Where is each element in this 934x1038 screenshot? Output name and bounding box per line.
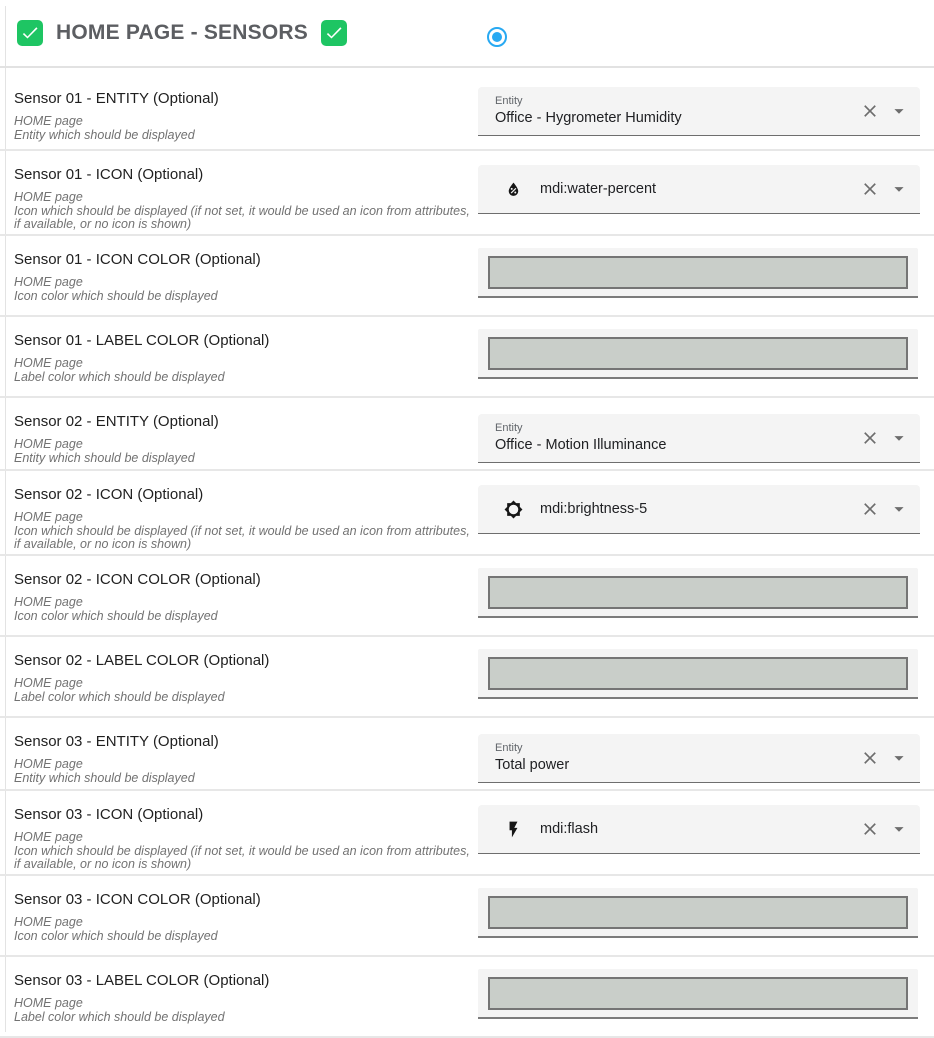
color-input[interactable] bbox=[488, 256, 908, 289]
row-description: Entity which should be displayed bbox=[14, 450, 195, 465]
row-page-note: HOME page bbox=[14, 190, 83, 204]
row-label: Sensor 02 - ENTITY (Optional) bbox=[14, 413, 219, 430]
clear-icon[interactable] bbox=[860, 101, 880, 121]
water-percent-icon bbox=[504, 180, 523, 199]
row-page-note: HOME page bbox=[14, 437, 83, 451]
row-label: Sensor 01 - LABEL COLOR (Optional) bbox=[14, 332, 270, 349]
picker-floating-label: Entity bbox=[495, 95, 523, 107]
section-header bbox=[0, 0, 934, 68]
icon-picker[interactable] bbox=[478, 805, 920, 854]
row-description: Label color which should be displayed bbox=[14, 689, 225, 704]
settings-row-sensor02-entity bbox=[0, 398, 934, 471]
row-page-note: HOME page bbox=[14, 510, 83, 524]
clear-icon[interactable] bbox=[860, 179, 880, 199]
settings-row-sensor01-icon-color bbox=[0, 236, 934, 317]
chevron-down-icon[interactable] bbox=[888, 747, 910, 769]
row-description: Entity which should be displayed bbox=[14, 770, 195, 785]
settings-row-sensor01-entity bbox=[0, 68, 934, 151]
row-page-note: HOME page bbox=[14, 915, 83, 929]
color-text-field bbox=[478, 248, 918, 298]
row-label: Sensor 01 - ICON (Optional) bbox=[14, 166, 204, 183]
entity-picker[interactable] bbox=[478, 87, 920, 136]
picker-value: Office - Hygrometer Humidity bbox=[495, 110, 682, 126]
row-label: Sensor 03 - ENTITY (Optional) bbox=[14, 733, 219, 750]
chevron-down-icon[interactable] bbox=[888, 100, 910, 122]
row-description: Icon which should be displayed (if not set, it would be used an icon from attributes, if available, or no icon is shown) bbox=[14, 843, 470, 871]
clear-icon[interactable] bbox=[860, 428, 880, 448]
color-input[interactable] bbox=[488, 576, 908, 609]
entity-picker[interactable] bbox=[478, 414, 920, 463]
entity-picker[interactable] bbox=[478, 734, 920, 783]
color-input[interactable] bbox=[488, 657, 908, 690]
clear-icon[interactable] bbox=[860, 748, 880, 768]
settings-row-sensor03-icon bbox=[0, 791, 934, 876]
radio-button-selected-icon[interactable] bbox=[487, 27, 507, 47]
row-page-note: HOME page bbox=[14, 275, 83, 289]
settings-row-sensor03-entity bbox=[0, 718, 934, 791]
color-input[interactable] bbox=[488, 896, 908, 929]
row-page-note: HOME page bbox=[14, 996, 83, 1010]
picker-value: Total power bbox=[495, 757, 570, 773]
row-description: Entity which should be displayed bbox=[14, 127, 195, 142]
row-page-note: HOME page bbox=[14, 114, 83, 128]
settings-row-sensor01-label-color bbox=[0, 317, 934, 398]
row-description: Icon color which should be displayed bbox=[14, 928, 218, 943]
row-description: Icon which should be displayed (if not set, it would be used an icon from attributes, if available, or no icon is shown) bbox=[14, 203, 470, 231]
row-page-note: HOME page bbox=[14, 757, 83, 771]
picker-value: mdi:flash bbox=[540, 821, 599, 837]
settings-row-sensor01-icon bbox=[0, 151, 934, 236]
check-icon bbox=[321, 20, 347, 46]
row-page-note: HOME page bbox=[14, 595, 83, 609]
chevron-down-icon[interactable] bbox=[888, 818, 910, 840]
row-label: Sensor 02 - ICON COLOR (Optional) bbox=[14, 571, 261, 588]
row-label: Sensor 01 - ENTITY (Optional) bbox=[14, 90, 219, 107]
row-description: Icon color which should be displayed bbox=[14, 608, 218, 623]
picker-floating-label: Entity bbox=[495, 742, 523, 754]
chevron-down-icon[interactable] bbox=[888, 427, 910, 449]
clear-icon[interactable] bbox=[860, 499, 880, 519]
row-page-note: HOME page bbox=[14, 830, 83, 844]
settings-row-sensor02-icon-color bbox=[0, 556, 934, 637]
settings-row-sensor02-icon bbox=[0, 471, 934, 556]
row-page-note: HOME page bbox=[14, 356, 83, 370]
clear-icon[interactable] bbox=[860, 819, 880, 839]
chevron-down-icon[interactable] bbox=[888, 498, 910, 520]
color-input[interactable] bbox=[488, 977, 908, 1010]
color-text-field bbox=[478, 649, 918, 699]
picker-value: mdi:brightness-5 bbox=[540, 501, 648, 517]
icon-picker[interactable] bbox=[478, 485, 920, 534]
row-page-note: HOME page bbox=[14, 676, 83, 690]
color-text-field bbox=[478, 568, 918, 618]
color-text-field bbox=[478, 888, 918, 938]
chevron-down-icon[interactable] bbox=[888, 178, 910, 200]
picker-value: Office - Motion Illuminance bbox=[495, 437, 667, 453]
flash-icon bbox=[504, 820, 523, 839]
brightness-5-icon bbox=[504, 500, 523, 519]
row-label: Sensor 02 - ICON (Optional) bbox=[14, 486, 204, 503]
row-label: Sensor 02 - LABEL COLOR (Optional) bbox=[14, 652, 270, 669]
check-icon bbox=[17, 20, 43, 46]
row-description: Icon color which should be displayed bbox=[14, 288, 218, 303]
settings-row-sensor03-label-color bbox=[0, 957, 934, 1038]
row-description: Icon which should be displayed (if not set, it would be used an icon from attributes, if available, or no icon is shown) bbox=[14, 523, 470, 551]
page-title: HOME PAGE - SENSORS bbox=[56, 21, 308, 44]
row-description: Label color which should be displayed bbox=[14, 1009, 225, 1024]
row-description: Label color which should be displayed bbox=[14, 369, 225, 384]
picker-floating-label: Entity bbox=[495, 422, 523, 434]
icon-picker[interactable] bbox=[478, 165, 920, 214]
color-text-field bbox=[478, 329, 918, 379]
row-label: Sensor 03 - ICON COLOR (Optional) bbox=[14, 891, 261, 908]
color-input[interactable] bbox=[488, 337, 908, 370]
picker-value: mdi:water-percent bbox=[540, 181, 657, 197]
color-text-field bbox=[478, 969, 918, 1019]
row-label: Sensor 03 - ICON (Optional) bbox=[14, 806, 204, 823]
row-label: Sensor 03 - LABEL COLOR (Optional) bbox=[14, 972, 270, 989]
row-label: Sensor 01 - ICON COLOR (Optional) bbox=[14, 251, 261, 268]
settings-row-sensor03-icon-color bbox=[0, 876, 934, 957]
settings-row-sensor02-label-color bbox=[0, 637, 934, 718]
